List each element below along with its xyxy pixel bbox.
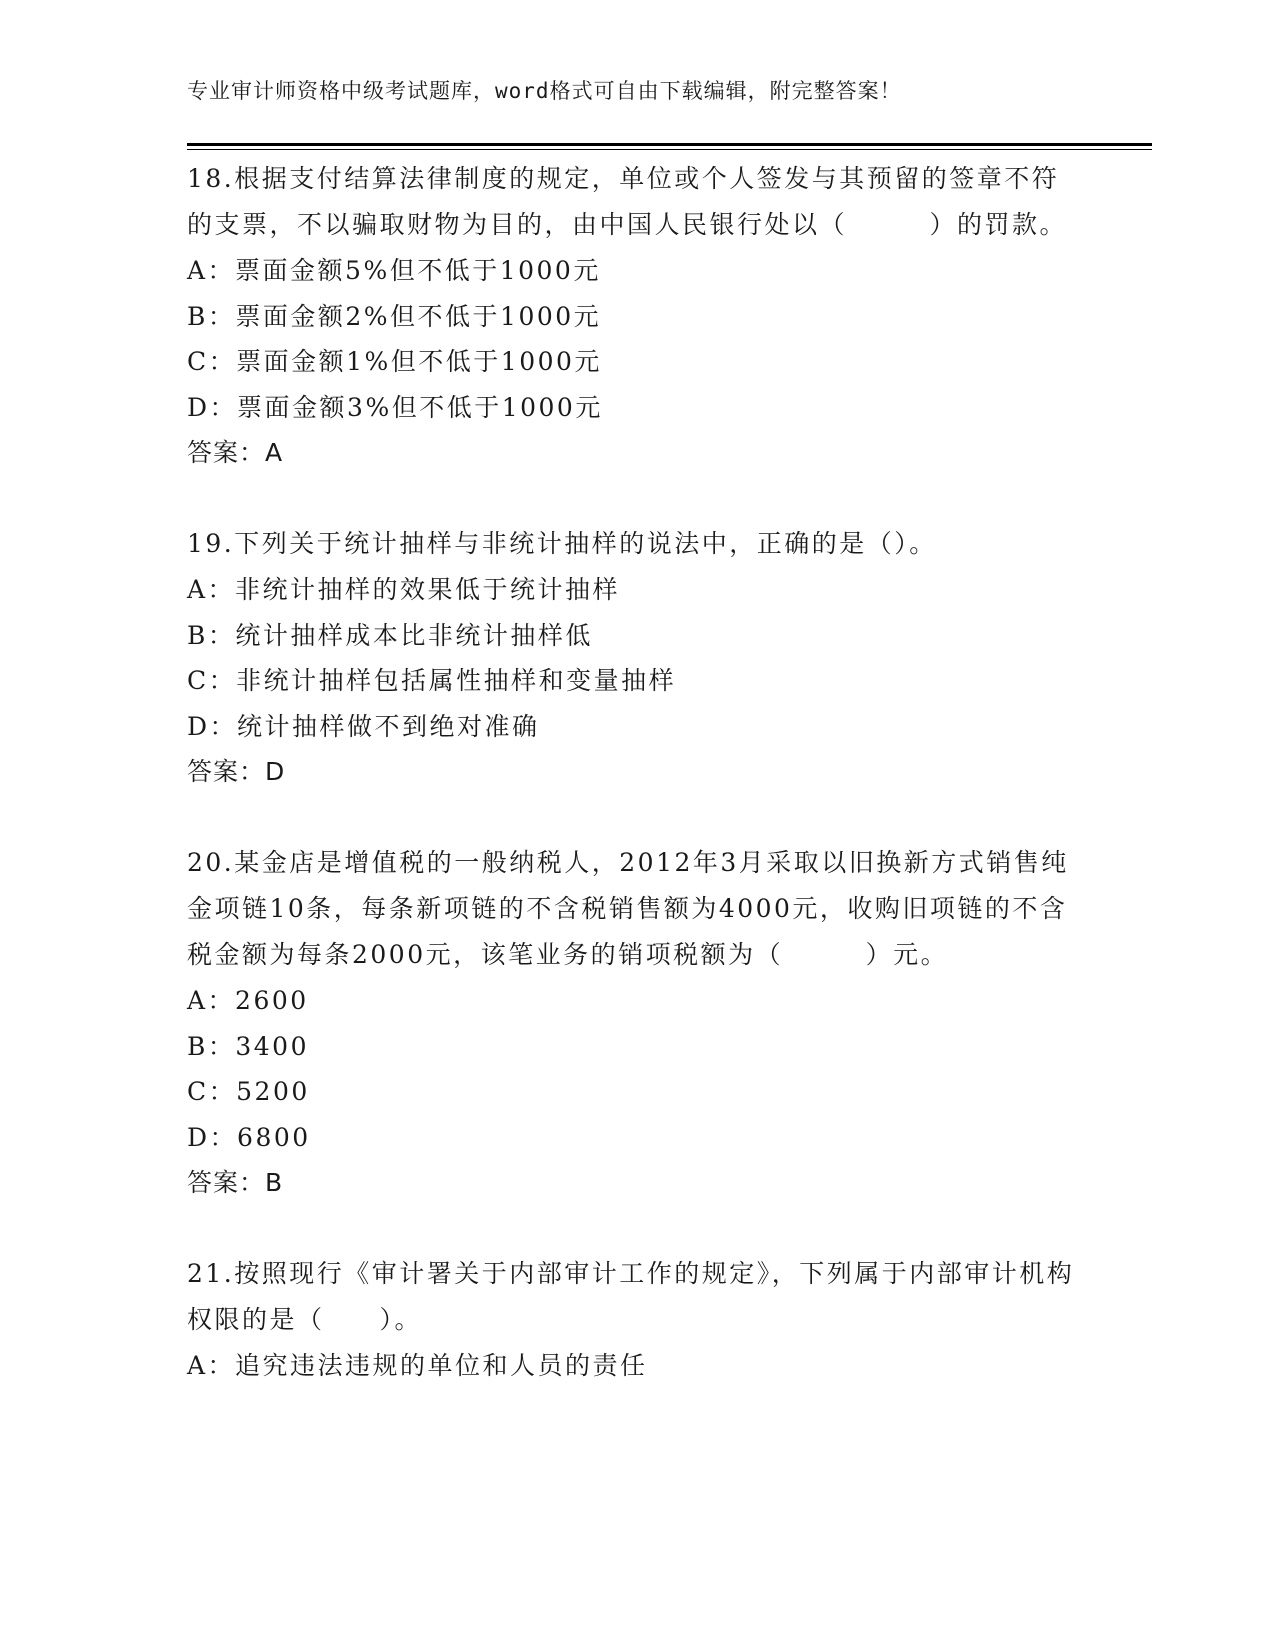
option-a: A：票面金额5%但不低于1000元	[187, 256, 601, 285]
question-stem: 20.某金店是增值税的一般纳税人，2012年3月采取以旧换新方式销售纯金项链10条，每条新项链的不含税销售额为4000元，收购旧项链的不含税金额为每条2000元，该笔业务的销项税额为（ ）元。	[187, 848, 1069, 969]
page-header: 专业审计师资格中级考试题库，word格式可自由下载编辑，附完整答案！	[187, 79, 902, 103]
question-19	[187, 521, 1077, 795]
option-b: B：统计抽样成本比非统计抽样低	[187, 620, 593, 650]
question-stem: 19.下列关于统计抽样与非统计抽样的说法中，正确的是（）。	[187, 529, 937, 558]
option-c: C：5200	[187, 1077, 310, 1106]
question-18	[187, 156, 1077, 476]
answer: 答案：B	[187, 1168, 284, 1197]
header-divider-thin	[187, 149, 1152, 150]
option-d: D：6800	[187, 1122, 311, 1152]
answer: 答案：A	[187, 438, 284, 467]
option-d: D：票面金额3%但不低于1000元	[187, 392, 603, 422]
question-21	[187, 1251, 1077, 1389]
option-d: D：统计抽样做不到绝对准确	[187, 711, 540, 741]
option-a: A：追究违法违规的单位和人员的责任	[187, 1351, 648, 1380]
header-divider-thick	[187, 143, 1152, 146]
question-20	[187, 840, 1077, 1206]
option-a: A：2600	[187, 986, 309, 1015]
question-stem: 18.根据支付结算法律制度的规定，单位或个人签发与其预留的签章不符的支票，不以骗取财物为目的，由中国人民银行处以（ ）的罚款。	[187, 164, 1068, 239]
option-c: C：非统计抽样包括属性抽样和变量抽样	[187, 666, 677, 695]
option-a: A：非统计抽样的效果低于统计抽样	[187, 575, 621, 604]
option-b: B：3400	[187, 1031, 309, 1061]
option-c: C：票面金额1%但不低于1000元	[187, 347, 602, 376]
question-list	[187, 156, 1077, 1434]
option-b: B：票面金额2%但不低于1000元	[187, 301, 602, 331]
answer: 答案：D	[187, 757, 286, 786]
question-stem: 21.按照现行《审计署关于内部审计工作的规定》，下列属于内部审计机构权限的是（ ）。	[187, 1259, 1075, 1334]
